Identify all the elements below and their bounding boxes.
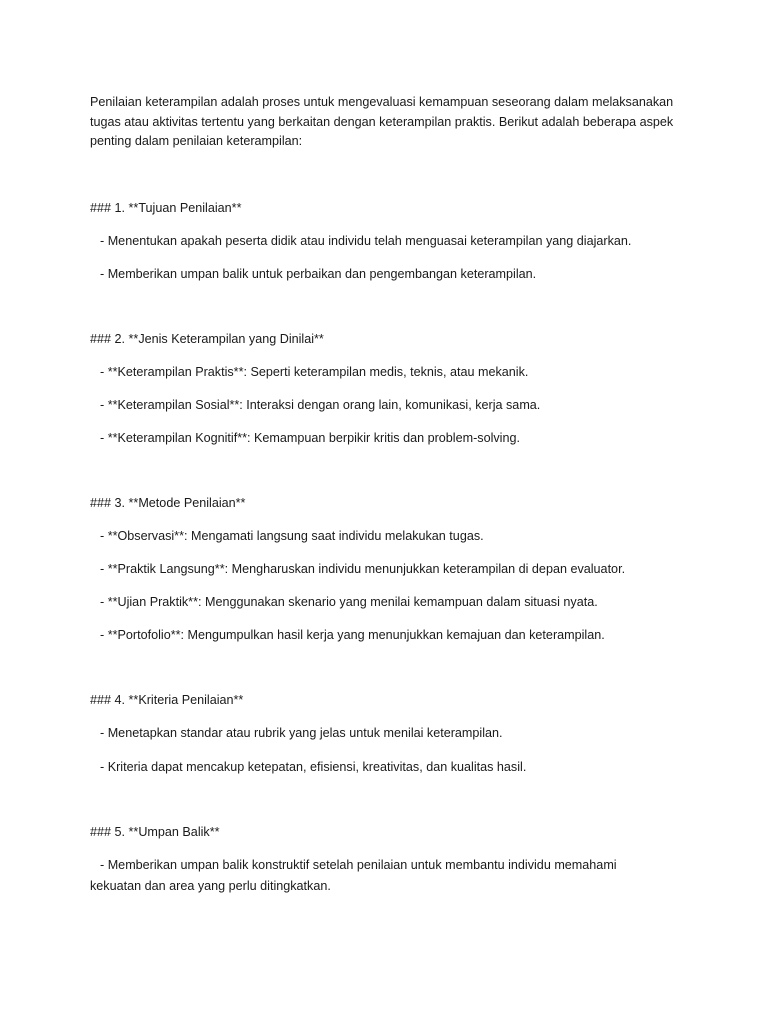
list-item: - Menentukan apakah peserta didik atau individu telah menguasai keterampilan yang diajarkan. <box>100 234 632 248</box>
intro-paragraph: Penilaian keterampilan adalah proses untuk mengevaluasi kemampuan seseorang dalam melaksanakan tugas atau aktivitas tertentu yang berkaitan dengan keterampilan praktis. Berikut adalah beberapa aspek penting dalam penilaian keterampilan: <box>90 95 674 148</box>
list-item: - Menetapkan standar atau rubrik yang jelas untuk menilai keterampilan. <box>100 726 503 740</box>
list-item: - **Observasi**: Mengamati langsung saat individu melakukan tugas. <box>100 529 484 543</box>
list-item: - **Portofolio**: Mengumpulkan hasil kerja yang menunjukkan kemajuan dan keterampilan. <box>100 628 605 642</box>
list-item: - **Keterampilan Kognitif**: Kemampuan berpikir kritis dan problem-solving. <box>100 431 520 445</box>
list-item: - **Ujian Praktik**: Menggunakan skenario yang menilai kemampuan dalam situasi nyata. <box>100 595 598 609</box>
list-item: - Memberikan umpan balik konstruktif setelah penilaian untuk membantu individu memahami kekuatan dan area yang perlu ditingkatkan. <box>90 858 617 893</box>
list-item: - **Praktik Langsung**: Mengharuskan individu menunjukkan keterampilan di depan evaluator. <box>100 562 626 576</box>
section-heading-5: ### 5. **Umpan Balik** <box>90 825 220 839</box>
list-item: - Kriteria dapat mencakup ketepatan, efisiensi, kreativitas, dan kualitas hasil. <box>100 760 527 774</box>
section-heading-2: ### 2. **Jenis Keterampilan yang Dinilai** <box>90 332 324 346</box>
list-item: - **Keterampilan Praktis**: Seperti keterampilan medis, teknis, atau mekanik. <box>100 365 529 379</box>
section-heading-1: ### 1. **Tujuan Penilaian** <box>90 201 242 215</box>
section-heading-4: ### 4. **Kriteria Penilaian** <box>90 693 244 707</box>
list-item: - Memberikan umpan balik untuk perbaikan dan pengembangan keterampilan. <box>100 267 537 281</box>
section-heading-3: ### 3. **Metode Penilaian** <box>90 496 246 510</box>
list-item: - **Keterampilan Sosial**: Interaksi dengan orang lain, komunikasi, kerja sama. <box>100 398 541 412</box>
